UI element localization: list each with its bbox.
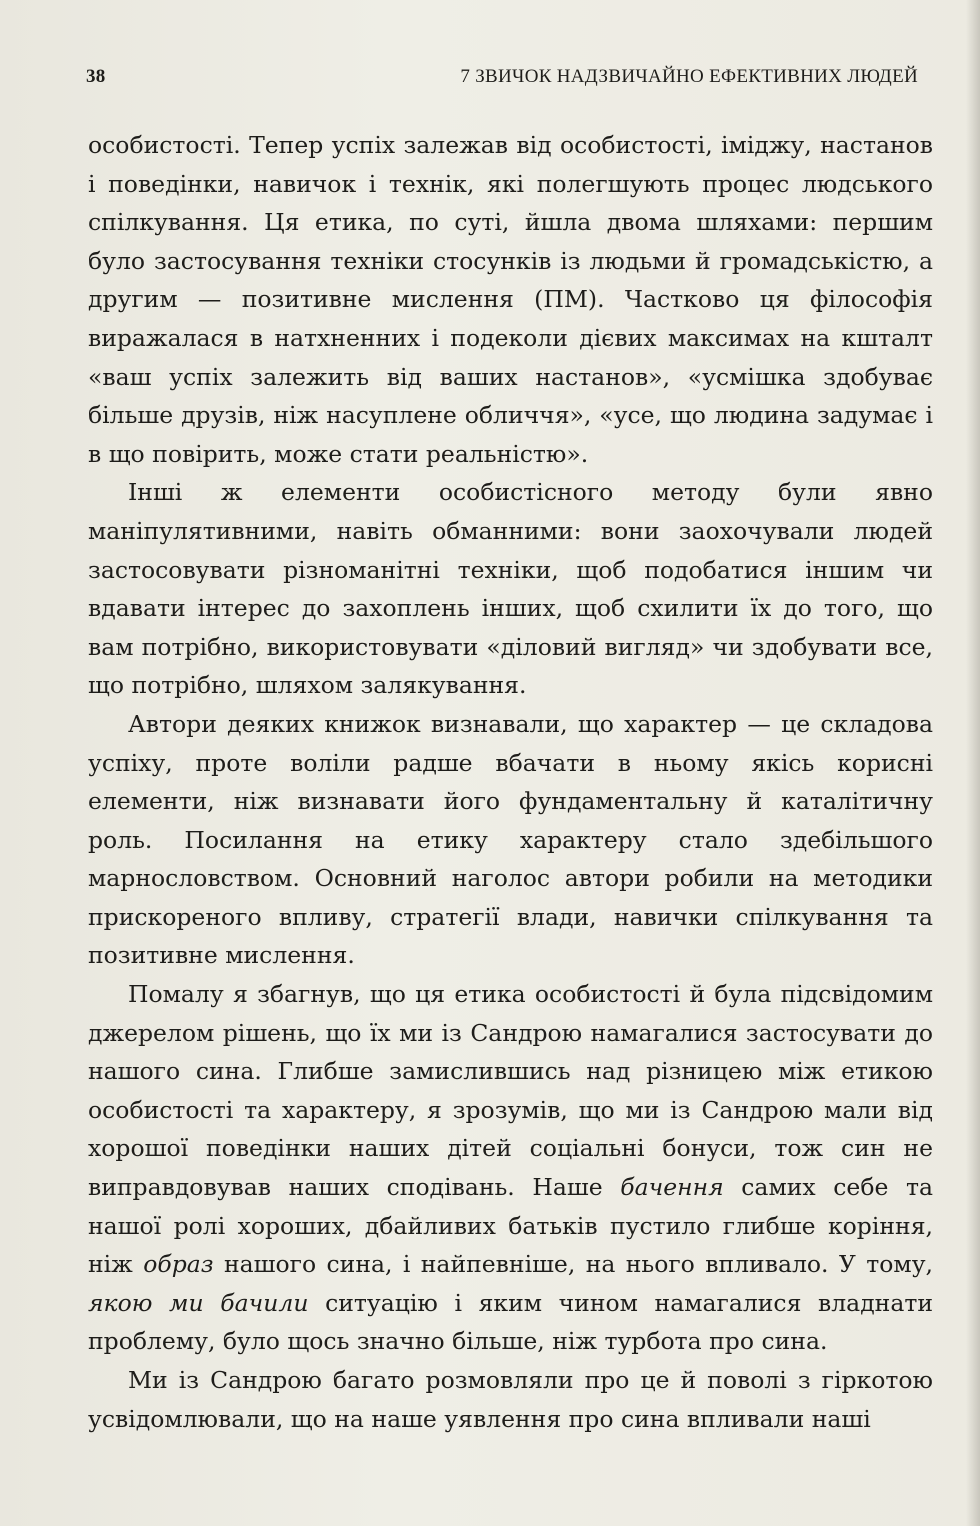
text-segment: самих себе та нашої ролі хороших, дбайливих батьків пустило глибше коріння, ніж (88, 1173, 933, 1279)
text-segment: Інші ж елементи особистісного методу були явно маніпулятивними, навіть обманними: вони заохочували людей застосовувати різноманітні техніки, щоб подобатися іншим чи вдавати інтерес до захоплень інших, щоб схилити їх до того, що вам потрібно, використовувати «діловий вигляд» чи здобувати все, що потрібно, шляхом залякування. (88, 478, 933, 700)
italic-text: якою ми бачили (88, 1288, 309, 1317)
text-segment: Автори деяких книжок визнавали, що характер — це складова успіху, проте воліли радше вбачати в ньому якісь корисні елементи, ніж визнавати його фундаментальну й каталітичну роль. Посилання на етику характеру стало здебільшого марнословством. Основний наголос автори робили на методики прискореного впливу, стратегії влади, навички спілкування та позитивне мислення. (88, 709, 933, 970)
italic-text: образ (143, 1250, 214, 1279)
running-title: 7 ЗВИЧОК НАДЗВИЧАЙНО ЕФЕКТИВНИХ ЛЮДЕЙ (460, 66, 918, 87)
text-segment: Помалу я збагнув, що ця етика особистості й була підсвідомим джерелом рішень, що їх ми із Сандрою намагалися застосувати до нашого сина. Глибше замислившись над різницею між етикою особистості та характеру, я зрозумів, що ми із Сандрою мали від хорошої поведінки наших дітей соціальні бонуси, тож син не виправдовував наших сподівань. Наше (88, 980, 933, 1202)
text-segment: Ми із Сандрою багато розмовляли про це й поволі з гіркотою усвідомлювали, що на наше уявлення про сина впливали наші (88, 1366, 933, 1433)
text-segment: нашого сина, і найпевніше, на нього впливало. У тому, (213, 1250, 933, 1279)
paragraph (88, 126, 933, 473)
body-text (88, 126, 933, 1438)
text-segment: ситуацію і яким чином намагалися владнати проблему, було щось значно більше, ніж турбота про сина. (88, 1288, 933, 1356)
spine-shadow (966, 0, 980, 1526)
paragraph (88, 705, 933, 975)
text-segment: особистості. Тепер успіх залежав від особистості, іміджу, настанов і поведінки, навичок і технік, які полегшують процес людського спілкування. Ця етика, по суті, йшла двома шляхами: першим було застосування техніки стосунків із людьми й громадськістю, а другим — позитивне мислення (ПМ). Частково ця філософія виражалася в натхненних і подеколи дієвих максимах на кшталт «ваш успіх залежить від ваших настанов», «усмішка здобуває більше друзів, ніж насуплене обличчя», «усе, що людина задумає і в що повірить, може стати реальністю». (88, 131, 933, 468)
page-number: 38 (86, 66, 106, 87)
running-header (86, 66, 918, 96)
paragraph (88, 975, 933, 1361)
paragraph (88, 473, 933, 705)
paragraph (88, 1361, 933, 1438)
italic-text: бачення (620, 1173, 724, 1202)
